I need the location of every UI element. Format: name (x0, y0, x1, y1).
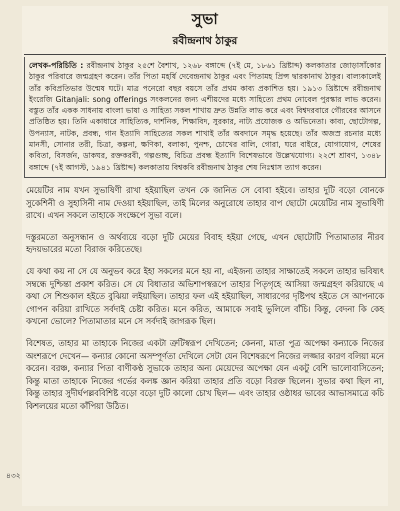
paragraph-1: মেয়েটির নাম যখন সুভাষিণী রাখা হইয়াছিল তখন কে জানিত সে বোবা হইবে। তাহার দুটি বড়ো বোনকে সুকেশিনী ও সুহাসিনী নাম দেওয়া হইয়াছিল, তাই মিলের অনুরোধে তাহার বাপ ছোটো মেয়েটির নাম সুভাষিণী রাখে। এখন সকলে তাহাকে সংক্ষেপে সুভা বলে। (26, 184, 384, 221)
author-introduction-box (24, 57, 386, 178)
intro-lead: লেখক-পরিচিতি : (29, 61, 84, 70)
page-number: ৪৩২ (6, 471, 21, 480)
author-name: রবীন্দ্রনাথ ঠাকুর (172, 35, 238, 47)
book-page (22, 6, 388, 506)
paragraph-4: বিশেষত, তাহার মা তাহাকে নিজের একটা ত্রুটিস্বরূপ দেখিতেন; কেননা, মাতা পুত্র অপেক্ষা কন্যাকে নিজের অংশরূপে দেখেন— কন্যার কোনো অসম্পূর্ণতা দেখিলে সেটা যেন বিশেষরূপে নিজের লজ্জার কারণ বলিয়া মনে করেন। বরঞ্চ, কন্যার পিতা বাণীকণ্ঠ সুভাকে তাহার অন্য মেয়েদের অপেক্ষা যেন একটু বেশি ভালোবাসিতেন; কিন্তু মাতা তাহাকে নিজের গর্ভের কলঙ্ক জ্ঞান করিয়া তাহার প্রতি বড়ো বিরক্ত ছিলেন। সুভার কথা ছিল না, কিন্তু তাহার সুদীর্ঘপল্লববিশিষ্ট বড়ো বড়ো দুটি কালো চোখ ছিল— এবং তাহার ওষ্ঠাধর ভাবের আভাসমাত্রে কচি কিশলয়ের মতো কাঁপিয়া উঠিত। (26, 337, 384, 411)
title-rule (24, 54, 386, 55)
paragraph-3: যে কথা কয় না সে যে অনুভব করে ইহা সকলের মনে হয় না, এইজন্য তাহার সাক্ষাতেই সকলে তাহার ভবিষ্যৎ সম্বন্ধে দুশ্চিন্তা প্রকাশ করিত। সে যে বিধাতার অভিশাপস্বরূপে তাহার পিতৃগৃহে আসিয়া জন্মগ্রহণ করিয়াছে এ কথা সে শিশুকাল হইতে বুঝিয়া লইয়াছিল। তাহার ফল এই হইয়াছিল, সাধারণের দৃষ্টিপথ হইতে সে আপনাকে গোপন করিয়া রাখিতে সর্বদাই চেষ্টা করিত। মনে করিত, আমাকে সবাই ভুলিলে বাঁচি। কিন্তু, বেদনা কি কেহ কখনো ভোলে? পিতামাতার মনে সে সর্বদাই জাগরূক ছিল। (26, 265, 384, 327)
intro-text: রবীন্দ্রনাথ ঠাকুর ২৫শে বৈশাখ, ১২৬৮ বঙ্গাব্দে (৭ই মে, ১৮৬১ খ্রিষ্টাব্দ) কলকাতার জোড়াসাঁকোর ঠাকুর পরিবারে জন্মগ্রহণ করেন। তাঁর পিতা মহর্ষি দেবেন্দ্রনাথ ঠাকুর এবং পিতামহ প্রিন্স দ্বারকানাথ ঠাকুর। বাল্যকালেই তাঁর কবিপ্রতিভার উন্মেষ ঘটে। মাত্র পনেরো বছর বয়সে তাঁর প্রথম কাব্য প্রকাশিত হয়। ১৯১৩ খ্রিষ্টাব্দে রবীন্দ্রনাথ ইংরেজি Gitanjali: song offerings সংকলনের জন্য এশীয়দের মধ্যে সাহিত্যে প্রথম নোবেল পুরস্কার লাভ করেন। বস্তুত তাঁর একক সাধনায় বাংলা ভাষা ও সাহিত্য সকল শাখায় দ্রুত উন্নতি লাভ করে এবং বিশ্বদরবারে গৌরবের আসনে প্রতিষ্ঠিত হয়। তিনি একাধারে সাহিত্যিক, দার্শনিক, শিক্ষাবিদ, সুরকার, নাট্য প্রযোজক ও অভিনেতা। কাব্য, ছোটোগল্প, উপন্যাস, নাটক, প্রবন্ধ, গান ইত্যাদি সাহিত্যের সকল শাখাই তাঁর অবদানে সমৃদ্ধ হয়েছে। তাঁর অজস্র রচনার মধ্যে মানসী, সোনার তরী, চিত্রা, কল্পনা, ক্ষণিকা, বলাকা, পুনশ্চ, চোখের বালি, গোরা, ঘরে বাইরে, যোগাযোগ, শেষের কবিতা, বিসর্জন, ডাকঘর, রক্তকরবী, গল্পগুচ্ছ, বিচিত্র প্রবন্ধ ইত্যাদি বিশেষভাবে উল্লেখযোগ্য। ২২শে শ্রাবণ, ১৩৪৮ বঙ্গাব্দে (৭ই আগস্ট, ১৯৪১ খ্রিষ্টাব্দ) কলকাতায় বিশ্বকবি রবীন্দ্রনাথ ঠাকুর শেষ নিঃশ্বাস ত্যাগ করেন। (29, 61, 381, 172)
story-title: সুভা (191, 10, 219, 28)
paragraph-2: দস্তুরমতো অনুসন্ধান ও অর্থব্যয়ে বড়ো দুটি মেয়ের বিবাহ হইয়া গেছে, এখন ছোটোটি পিতামাতার নীরব হৃদয়ভারের মতো বিরাজ করিতেছে। (26, 231, 384, 255)
